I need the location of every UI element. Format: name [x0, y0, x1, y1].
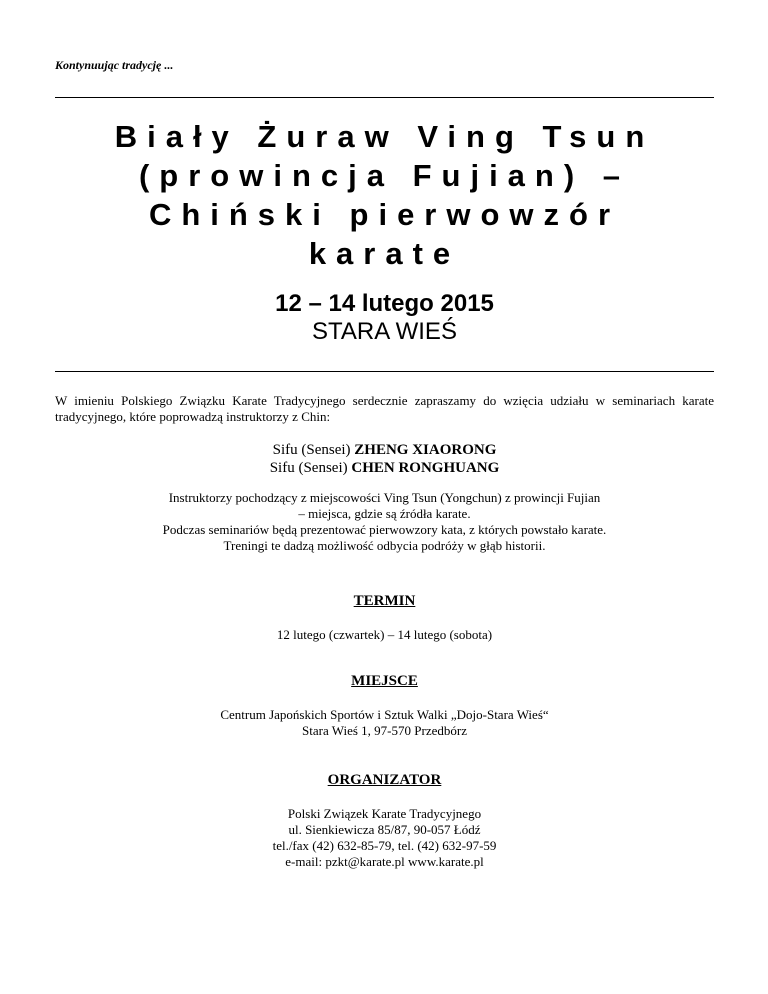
description-line: Treningi te dadzą możliwość odbycia podróży w głąb historii.: [223, 538, 546, 553]
event-place: STARA WIEŚ: [312, 318, 457, 345]
header-kicker: Kontynuując tradycję ...: [55, 58, 174, 72]
instructor-item: [55, 441, 714, 459]
termin-heading: TERMIN: [353, 593, 416, 609]
miejsce-line: Stara Wieś 1, 97-570 Przedbórz: [302, 723, 467, 738]
miejsce-heading: MIEJSCE: [351, 673, 418, 689]
organizator-contact-line: e-mail: pzkt@karate.pl www.karate.pl: [285, 854, 484, 869]
intro-paragraph: W imieniu Polskiego Związku Karate Tradycyjnego serdecznie zapraszamy do wzięcia udziału w seminariach karate tradycyjnego, które poprowadzą instruktorzy z Chin:: [55, 393, 714, 424]
organizator-body: [55, 806, 714, 870]
event-date: 12 – 14 lutego 2015: [275, 290, 494, 317]
termin-line: 12 lutego (czwartek) – 14 lutego (sobota): [276, 627, 493, 642]
top-divider: [55, 97, 714, 98]
instructor-name: ZHENG XIAORONG: [354, 442, 497, 458]
description-line: Instruktorzy pochodzący z miejscowości Ving Tsun (Yongchun) z prowincji Fujian: [168, 490, 601, 505]
description-line: – miejsca, gdzie są źródła karate.: [298, 506, 471, 521]
title-line: Chiński pierwowzór: [148, 197, 621, 232]
organizator-line: tel./fax (42) 632-85-79, tel. (42) 632-97-59: [272, 838, 497, 853]
instructor-item: [55, 459, 714, 477]
instructor-prefix: Sifu (Sensei): [269, 460, 352, 476]
instructors-list: [55, 441, 714, 477]
event-title: [55, 117, 714, 273]
termin-body: [55, 627, 714, 643]
description-block: [55, 490, 714, 554]
title-line: Biały Żuraw Ving Tsun: [114, 119, 655, 154]
organizator-line: Polski Związek Karate Tradycyjnego: [287, 806, 482, 821]
organizator-heading: ORGANIZATOR: [327, 772, 442, 788]
instructor-prefix: Sifu (Sensei): [272, 442, 355, 458]
miejsce-body: [55, 707, 714, 739]
middle-divider: [55, 371, 714, 372]
miejsce-line: Centrum Japońskich Sportów i Sztuk Walki „Dojo-Stara Wieś“: [220, 707, 549, 722]
title-line: karate: [308, 236, 461, 271]
description-line: Podczas seminariów będą prezentować pierwowzory kata, z których powstało karate.: [162, 522, 607, 537]
title-line: (prowincja Fujian) –: [138, 158, 631, 193]
instructor-name: CHEN RONGHUANG: [351, 460, 500, 476]
organizator-line: ul. Sienkiewicza 85/87, 90-057 Łódź: [288, 822, 481, 837]
